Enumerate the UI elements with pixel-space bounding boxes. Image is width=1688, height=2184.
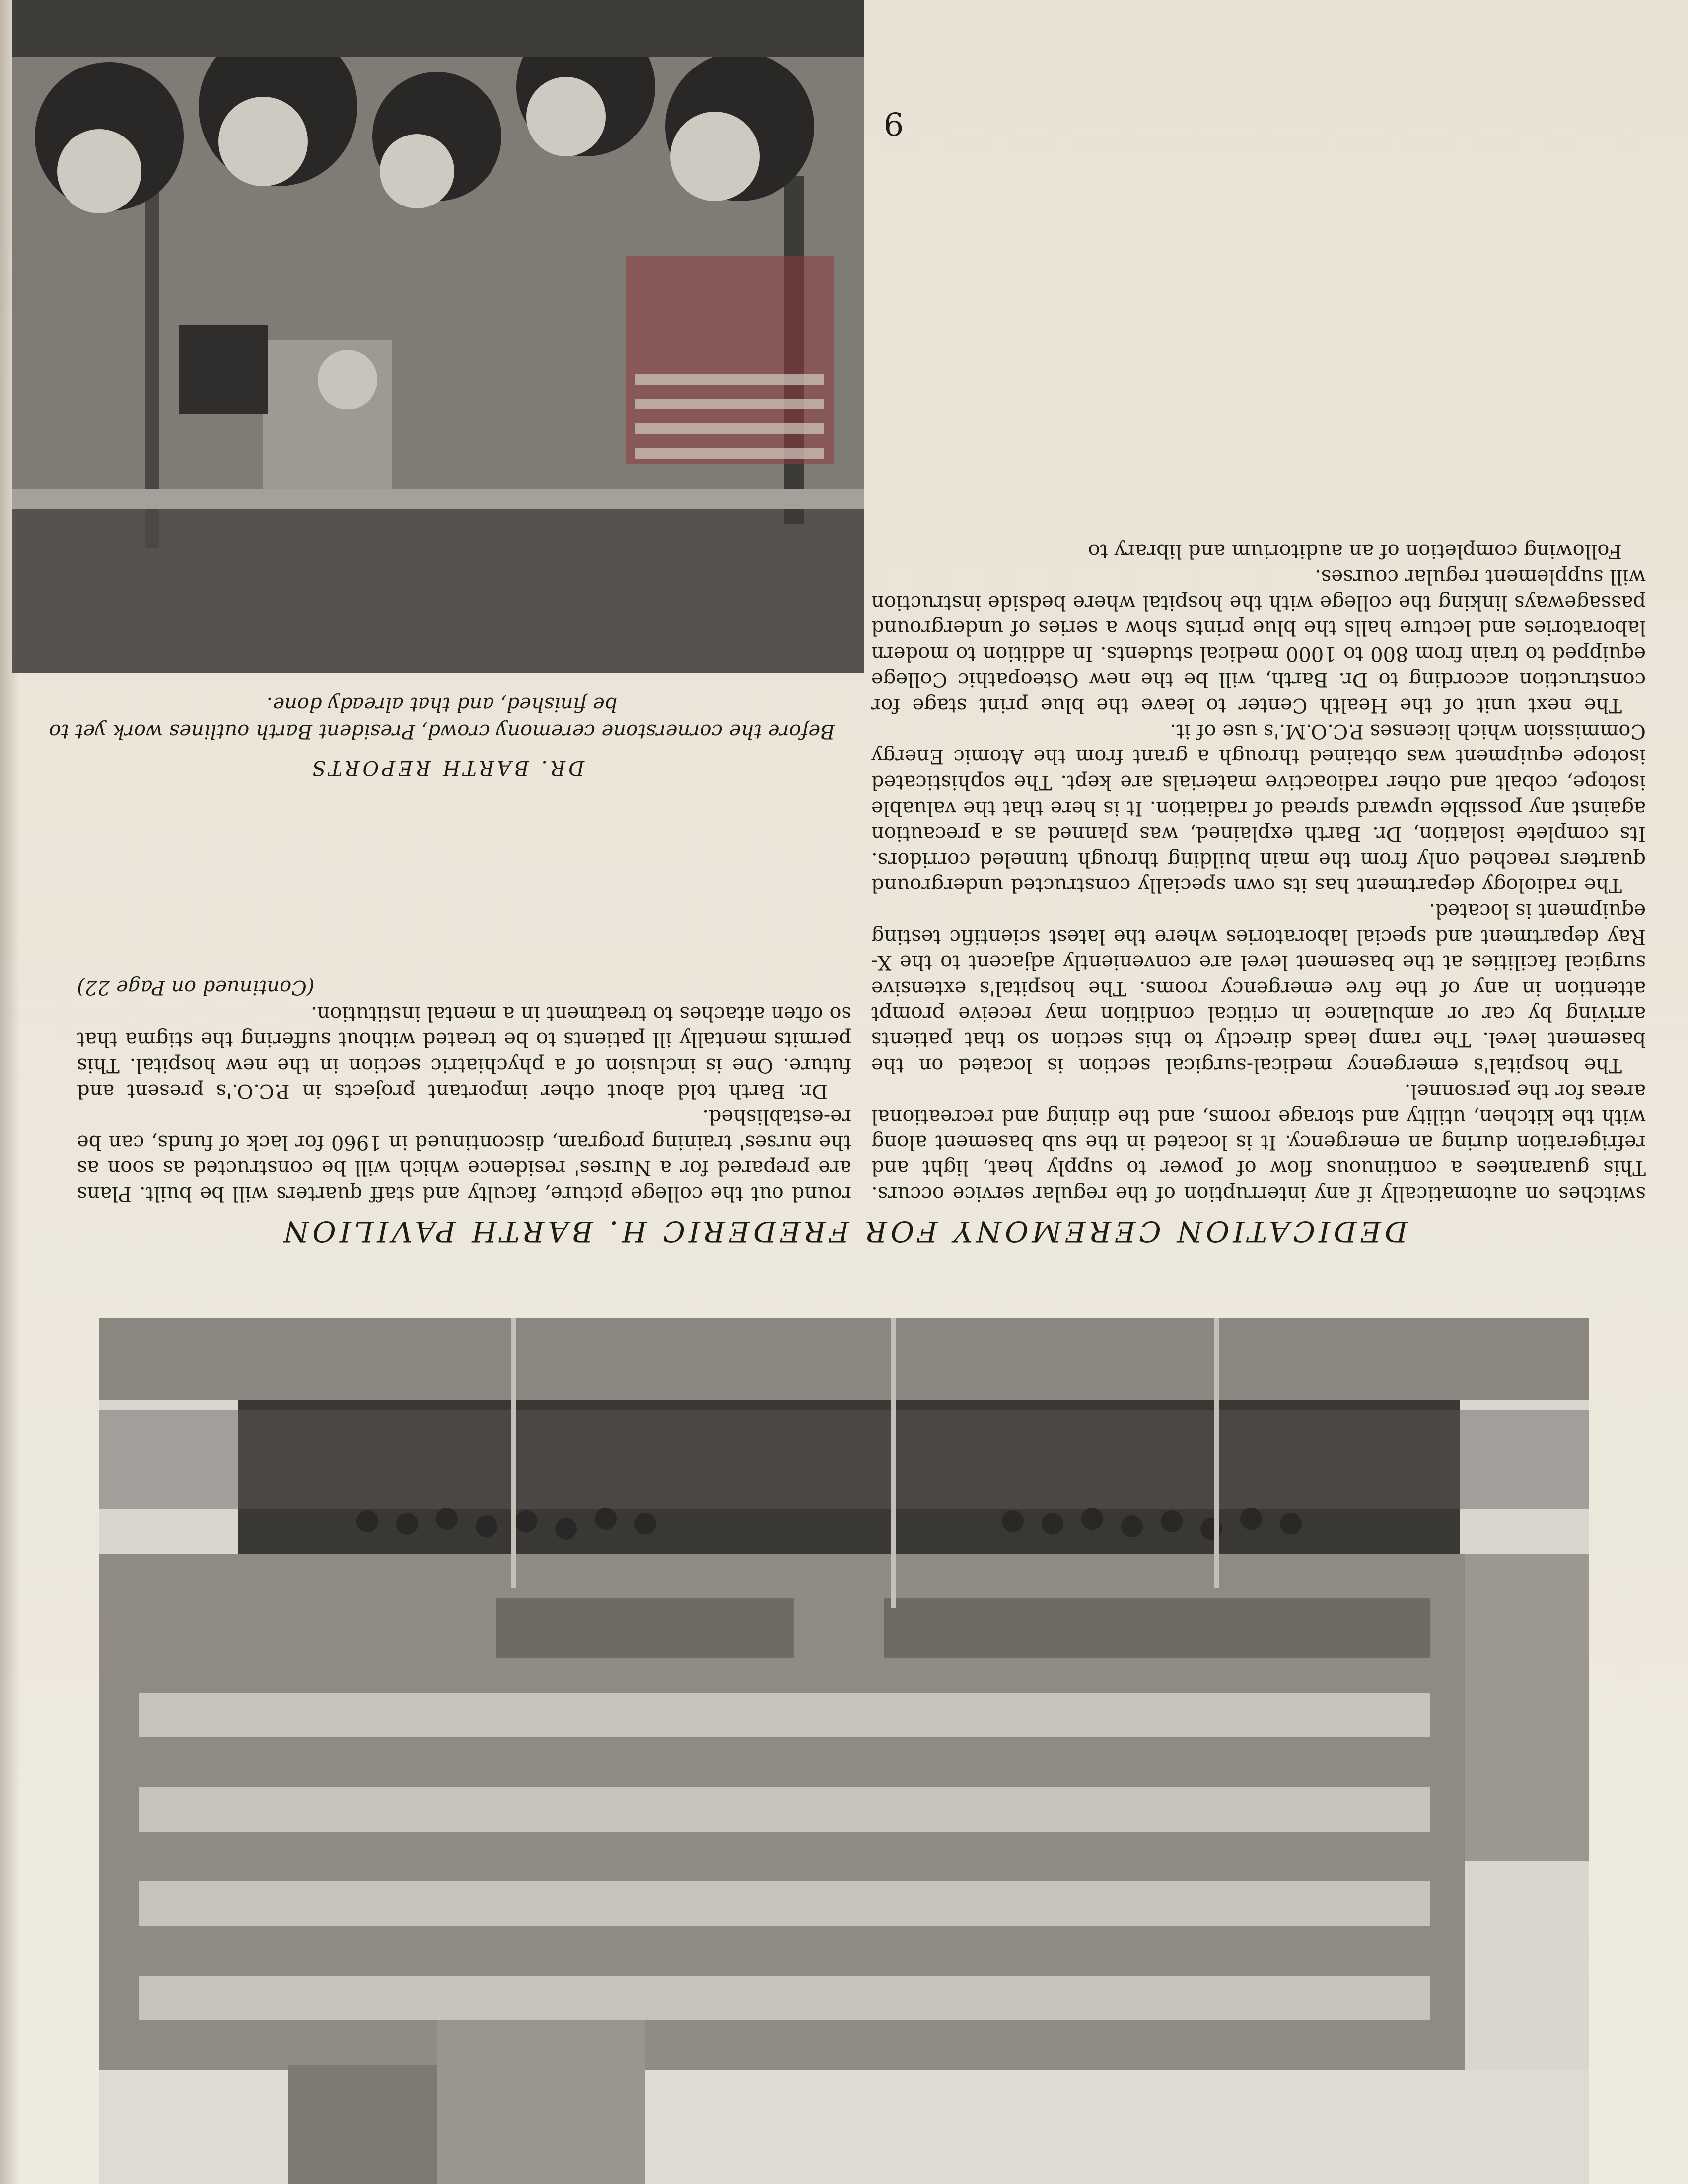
photo-caption-title: DR. BARTH REPORTS <box>309 756 585 779</box>
paragraph: The hospital's emergency medical-surgical section is located on the basement level. The ramp leads directly to this section so that patients arriving by car or ambulance in critical condition may receive prompt attention in any of the five emergency rooms. The hospital's extensive surgical facilities at the basement level are conveniently adjacent to the X-Ray department and special laboratories where the latest scientific testing equipment is located. <box>871 899 1646 1077</box>
photo-pavilion-building-icon <box>99 1318 1589 2184</box>
continued-note: (Continued on Page 22) <box>77 975 315 999</box>
paragraph: switches on automatically if any interruption of the regular service occurs. This guarantees a continuous flow of power to supply heat, light and refrigeration during an emergency. It is located in the sub basement along with the kitchen, utility and storage rooms, and the dining and recreational areas for the personnel. <box>871 1079 1646 1205</box>
paragraph: Dr. Barth told about other important projects in P.C.O.'s present and future. One is inclusion of a phychiatric section in the new hospital. This permits mentally ill patients to be treated without suffering the stigma that so often attaches to treatment in a mental institution. <box>77 1002 851 1102</box>
photo-ceremony-speaker-icon <box>12 0 864 673</box>
page-number: 9 <box>883 105 904 141</box>
paragraph: Following completion of an auditorium and library to <box>1088 540 1622 563</box>
main-headline: DEDICATION CEREMONY FOR FREDERIC H. BARTH PAVILION <box>280 1215 1408 1248</box>
photo-barth-pavilion <box>99 1318 1589 2184</box>
photo-dr-barth-speaking <box>12 0 864 673</box>
article-column-right <box>77 974 851 1206</box>
paragraph: round out the college picture, faculty and staff quarters will be built. Plans are prepared for a Nurses' residence which will be constructed as soon as the nurses' training program, discontinued in 1960 for lack of funds, can be re-established. <box>77 1105 851 1205</box>
paragraph: The radiology department has its own specially constructed underground quarters reached only from the main building through tunneled corridors. Its complete isolation, Dr. Barth explained, was planned as a precaution against any possible upward spread of radiation. It is here that the valuable isotope, cobalt and other radioactive materials are kept. The sophisticated isotope equipment was obtained through a grant from the Atomic Energy Commission which licenses P.C.O.M.'s use of it. <box>871 719 1646 897</box>
paragraph: The next unit of the Health Center to leave the blue print stage for construction according to Dr. Barth, will be the new Osteopathic College equipped to train from 800 to 1000 medical students. In addition to modern laboratories and lecture halls the blue prints show a series of underground passageways linking the college with the hospital where bedside instruction will supplement regular courses. <box>871 565 1646 717</box>
photo-caption-text: Before the cornerstone ceremony crowd, President Barth outlines work yet to be finished, and that already done. <box>49 693 835 743</box>
article-column-left <box>871 538 1646 1206</box>
